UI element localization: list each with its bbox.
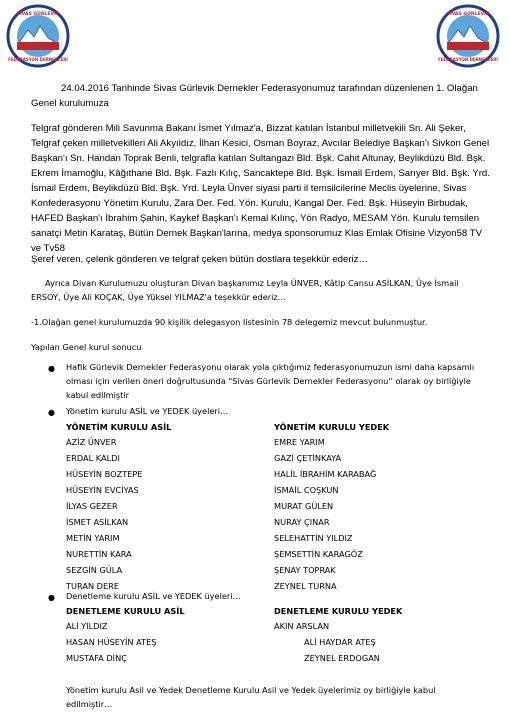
dk-yedek-member: ZEYNEL ERDOGAN (304, 653, 380, 663)
yk-asil-member: SEZGİN GÜLA (66, 565, 123, 575)
dk-asil-member: HASAN HÜSEYİN ATEŞ (66, 637, 157, 647)
yk-yedek-title: YÖNETİM KURULU YEDEK (274, 422, 390, 432)
yk-asil-title: YÖNETİM KURULU ASİL (66, 422, 172, 432)
bullet-icon: ● (48, 408, 55, 417)
yk-asil-member: İSMET ASİLKAN (66, 517, 129, 527)
dk-yedek-title: DENETLEME KURULU YEDEK (274, 606, 403, 616)
svg-text:FEDERASYON DERNEKLERİ: FEDERASYON DERNEKLERİ (8, 57, 68, 62)
bullet-icon: ● (48, 364, 55, 373)
yk-yedek-member: SELEHATTİN YILDIZ (274, 533, 353, 543)
yk-asil-member: HÜSEYİN BOZTEPE (66, 469, 143, 479)
dk-asil-member: MUSTAFA DİNÇ (66, 653, 127, 663)
intro-paragraph: 24.04.2016 Tarihinde Sivas Gürlevik Dernekler Federasyonumuz tarafından düzenlenen 1. Olağan Genel kurulumuza (31, 83, 478, 109)
dk-yedek-member: AKIN ARSLAN (274, 621, 330, 631)
svg-text:SİVAS GÜRLEVİK: SİVAS GÜRLEVİK (446, 12, 490, 17)
federation-logo-left (6, 4, 70, 68)
yk-asil-member: TURAN DERE (66, 581, 120, 591)
yk-yedek-member: ŞENAY TOPRAK (274, 565, 336, 575)
svg-text:FEDERASYON DERNEKLERİ: FEDERASYON DERNEKLERİ (438, 57, 498, 62)
bullet-icon: ● (48, 593, 55, 602)
yk-asil-member: NURETTİN KARA (66, 549, 132, 559)
bullet-audit-members: Denetleme kurulu ASİL ve YEDEK üyeleri… (66, 591, 241, 601)
bullet-federation-name: Hafik Gürlevik Dernekler Federasyonu olarak yola çıktığımız federasyonumuzun ismi daha kapsamlı olması için verilen öneri doğrultusunda "Sivas Gürlevik Dernekler Federasyonu'' olarak oy birliğiyle kabul edilmiştir (66, 362, 475, 400)
federation-logo-right (436, 4, 500, 68)
yk-yedek-member: ŞEMSETTİN KARAGÖZ (274, 549, 363, 559)
dk-asil-title: DENETLEME KURULU ASİL (66, 606, 185, 616)
yk-yedek-member: MURAT GÜLEN (274, 501, 334, 511)
bullet-board-members: Yönetim kurulu ASİL ve YEDEK üyeleri… (66, 406, 229, 416)
svg-text:SİVAS GÜRLEVİK: SİVAS GÜRLEVİK (16, 12, 60, 17)
yk-yedek-member: EMRE YARIM (274, 437, 325, 447)
honor-paragraph: Şeref veren, çelenk gönderen ve telgraf çeken bütün dostlara teşekkür ederiz… (31, 254, 369, 265)
thanks-paragraph: Telgraf gönderen Mili Savunma Bakanı İsmet Yılmaz'a, Bizzat katılan İstanbul milletvekili Sn. Ali Şeker, Telgraf çeken milletvekilleri Ali Akyıldız, İlhan Kesici, Osman Boyraz, Avcılar Belediye Başkan'ı Sivkon Genel Başkan'ı Sn. Handan Toprak Benli, telgrafla katılan Sultangazi Bld. Bşk. Cahit Altunay, Beylikdüzü Bld. Bşk. Ekrem İmamoğlu, Kâğıthane Bld. Bşk. Fazlı Kılıç, Sancaktepe Bld. Bşk. İsmail Erdem, Sarıyer Bld. Bşk. Yrd. İsmail Erdem, Beylikdüzü Bld. Bşk. Yrd. Leyla Ünver siyasi parti il temsilcilerine Meclis üyelerine, Sivas Konfederasyonu Yönetim Kurulu, Zara Der. Fed. Yön. Kurulu, Kangal Der. Fed. Bşk. Hüseyin Birbudak, HAFED Başkan'ı İbrahim Şahin, Kaykef Başkan'ı Kemal Kılınç, Yön Radyo, MESAM Yön. Kurulu temsilen sanatçi Metin Karataş, Bütün Dernek Başkan'larına, medya sponsorumuz Klas Emlak Ofisine Vizyon58 TV ve Tv58 (31, 123, 490, 254)
yk-yedek-member: ZEYNEL TURNA (274, 581, 337, 591)
dk-asil-member: ALİ YILDIZ (66, 621, 108, 631)
final-paragraph: Yönetim kurulu Asil ve Yedek Denetleme Kurulu Asil ve Yedek üyelerimiz oy birliğiyle kabul edilmiştir… (66, 685, 436, 709)
yk-yedek-member: NURAY ÇINAR (274, 517, 330, 527)
divan-paragraph: Ayrıca Divan Kurulumuzu oluşturan Divan başkanımız Leyla ÜNVER, Kâtip Cansu ASİLKAN, Üye İsmail ERSOY, Üye Ali KOÇAK, Üye Yüksel YILMAZ'a teşekkür ederiz… (31, 278, 459, 302)
yk-yedek-member: İSMAİL COŞKUN (274, 485, 339, 495)
yk-asil-member: METİN YARIM (66, 533, 120, 543)
yk-asil-member: ERDAL KALDI (66, 453, 120, 463)
yk-asil-member: İLYAS GEZER (66, 501, 118, 511)
yk-asil-member: HÜSEYİN EVCİYAS (66, 485, 139, 495)
yk-yedek-member: HALİL İBRAHİM KARABAĞ (274, 469, 377, 479)
dk-yedek-member: ALİ HAYDAR ATEŞ (304, 637, 376, 647)
yk-yedek-member: GAZİ ÇETİNKAYA (274, 453, 342, 463)
results-heading: Yapılan Genel kurul sonucu (31, 342, 142, 352)
delegation-paragraph: -1.Olağan genel kurulumuzda 90 kişilik delegasyon listesinin 78 delegemiz mevcut bulunmuştur. (31, 317, 428, 327)
yk-asil-member: AZİZ ÜNVER (66, 437, 117, 447)
